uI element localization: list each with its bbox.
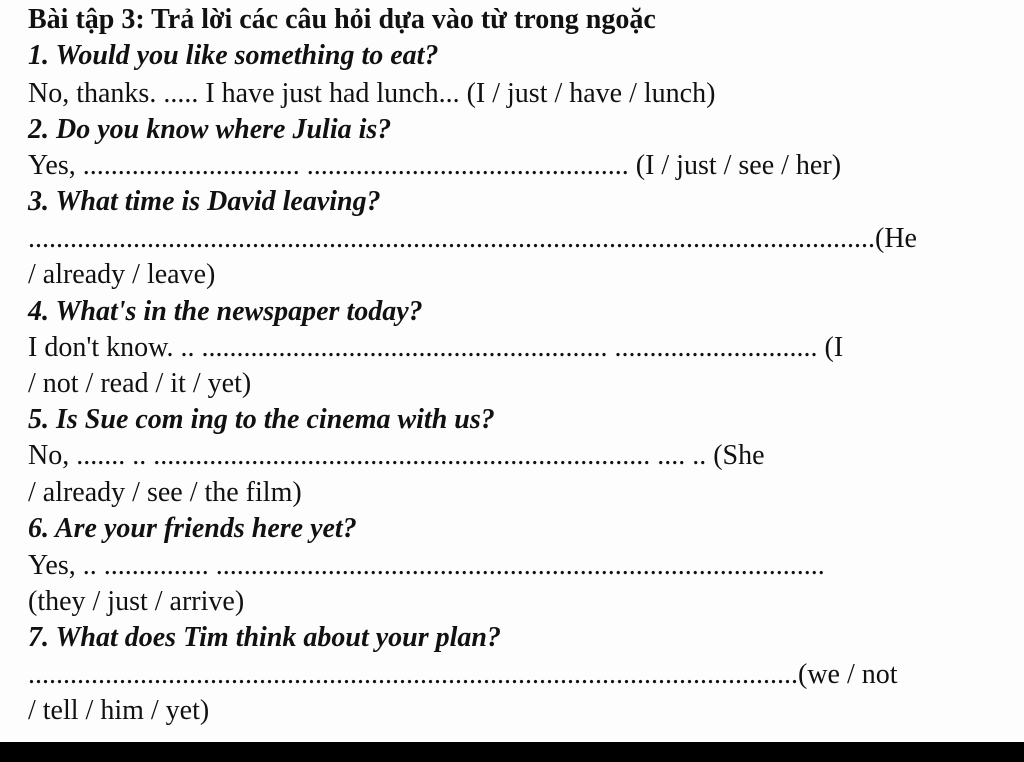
bottom-black-bar [0,742,1024,762]
question-7: 7. What does Tim think about your plan? [28,622,501,653]
question-4: 4. What's in the newspaper today? [28,296,423,327]
answer-6-line-2: (they / just / arrive) [28,586,245,617]
answer-7-line-2: / tell / him / yet) [28,695,210,726]
answer-6-line-1: Yes, .. ............... ....................................................................................... [28,550,825,581]
question-6: 6. Are your friends here yet? [28,513,357,544]
question-1: 1. Would you like something to eat? [28,40,439,71]
question-5: 5. Is Sue com ing to the cinema with us? [28,404,495,435]
exercise-title: Bài tập 3: Trả lời các câu hỏi dựa vào từ trong ngoặc [28,4,656,35]
answer-4-line-2: / not / read / it / yet) [28,368,252,399]
question-3: 3. What time is David leaving? [28,186,381,217]
answer-5-line-1: No, ....... .. ....................................................................... .... .. (She [28,440,765,471]
answer-7-line-1: ..............................................................................................................(we / not [28,659,898,690]
answer-3-line-2: / already / leave) [28,259,216,290]
answer-5-line-2: / already / see / the film) [28,477,302,508]
question-2: 2. Do you know where Julia is? [28,114,392,145]
answer-1-line-1: No, thanks. ..... I have just had lunch... (I / just / have / lunch) [28,78,716,109]
answer-2-line-1: Yes, ............................... .............................................. (I / just / see / her) [28,150,842,181]
answer-3-line-1: .........................................................................................................................(He [28,223,917,254]
answer-4-line-1: I don't know. .. .......................................................... ............................. (I [28,332,844,363]
